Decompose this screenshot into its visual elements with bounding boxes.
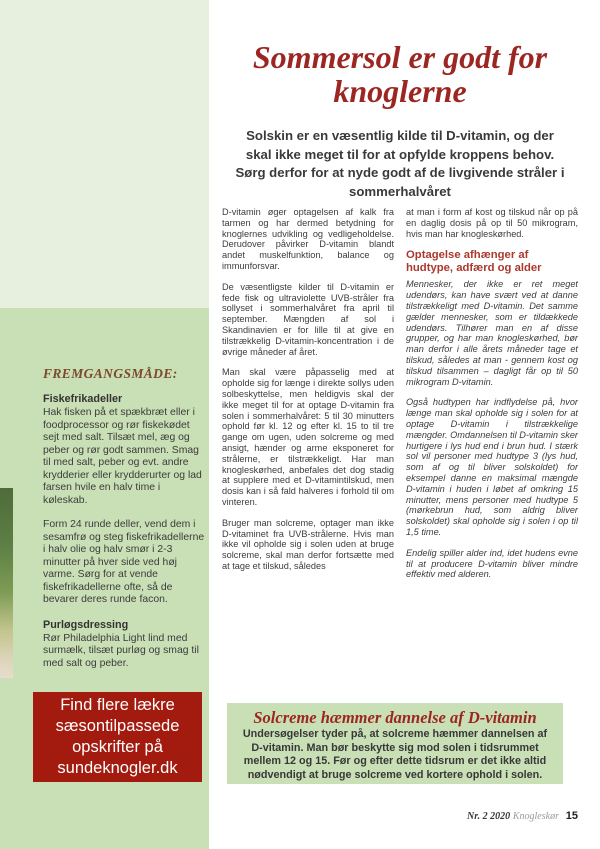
section-subheading: Optagelse afhænger af hudtype, adfærd og alder <box>406 249 542 275</box>
body-paragraph: at man i form af kost og tilskud når op på en daglig dosis på op til 50 mikrogram, hvis man har knogleskørhed. <box>406 207 578 239</box>
body-paragraph: Også hudtypen har indflydelse på, hvor længe man skal opholde sig i solen for at optage D-vitamin i tilstrækkelige mængder. Omdannelsen til D-vitamin sker hurtigere i lys hud end i brun hud. I stærk sol vil personer med hudtype 3 (lys hud, som af og til bliver solskoldet) for eksempel danne en maksimal mængde D-vitamin i huden i løbet af omkring 15 minutter, mens personer med hudtype 5 (mørkebrun hud, som aldrig bliver solskoldet) skal opholde sig i solen i op til 1,5 time. <box>406 397 578 537</box>
magazine-name: Knogleskør <box>512 811 559 822</box>
body-column-left <box>222 207 394 590</box>
page-footer <box>467 810 578 822</box>
food-photo-edge <box>0 488 13 678</box>
sidebar-top-panel <box>0 0 209 308</box>
body-paragraph: Man skal være påpasselig med at opholde sig for længe i direkte sollys uden solbeskyttelse, men heldigvis skal der ikke meget til for at optage D-vitamin fra solen i sommerhalvåret: 5 til 30 minutters ophold før kl. 12 og efter kl. 15 to til tre gange om ugen, uden solcreme og med ansigt, hænder og arme eksponeret for strålerne, er tilstrækkeligt. Har man knogleskørhed, anbefales det dog stadig at supplere med et D-vitamintilskud, men dosis kan i så fald halveres i forhold til om vinteren. <box>222 367 394 507</box>
recipe-section <box>43 393 206 682</box>
recipe-step: Form 24 runde deller, vend dem i sesamfrø og steg fiskefrikadellerne i halv olie og halv smør i 2-3 minutter på hver side ved høj varme. Sørg for at vende fiskefrikadellerne ofte, så de bevarer deres runde facon. <box>43 519 205 605</box>
promo-text: Find flere lækre sæsontilpassede opskrifter på sundeknogler.dk <box>55 696 180 777</box>
article-intro: Solskin er en væsentlig kilde til D-vitamin, og der skal ikke meget til for at opfylde kroppens behov. Sørg derfor for at nyde godt af de livgivende stråler i sommerhalvåret <box>235 128 565 199</box>
sidebar-heading: FREMGANGSMÅDE: <box>43 366 178 381</box>
callout-box <box>227 703 563 784</box>
callout-body: Undersøgelser tyder på, at solcreme hæmmer dannelsen af D-vitamin. Man bør beskytte sig mod solen i tidsrummet mellem 12 og 15. Før og efter dette tidsrum er det ikke altid nødvendigt at bruge solcreme ved kortere ophold i solen. <box>242 728 548 781</box>
article-title: Sommersol er godt for knoglerne <box>252 39 548 109</box>
recipe-step: Rør Philadelphia Light lind med surmælk, tilsæt purløg og smag til med salt og peber. <box>43 632 199 669</box>
issue-label: Nr. 2 2020 <box>467 811 511 822</box>
body-column-right <box>406 207 578 590</box>
body-paragraph: D-vitamin øger optagelsen af kalk fra tarmen og har dermed betydning for knoglernes udvikling og vedligeholdelse. Derudover påvirker D-vitamin blandt andet muskelfunktion, balance og immunforsvar. <box>222 207 394 271</box>
body-paragraph: Bruger man solcreme, optager man ikke D-vitaminet fra UVB-strålerne. Hvis man ikke vil opholde sig i solen uden at bruge solcreme, skal man derfor fortsætte med at tage et tilskud, således <box>222 517 394 571</box>
body-paragraph: De væsentligste kilder til D-vitamin er fede fisk og ultraviolette UVB-stråler fra sollyset i sommerhalvåret fra april til september. Mængden af sol i Skandinavien er for lille til at give en tilstrækkelig D-vitamin-koncentration i de øvrige måneder af året. <box>222 281 394 357</box>
article-body <box>222 207 578 590</box>
recipe-title-purlogsdressing: Purløgsdressing <box>43 618 129 631</box>
body-paragraph: Mennesker, der ikke er ret meget udendørs, kan have svært ved at danne tilstrækkeligt med D-vitamin. Det samme gælder mennesker, som er tildækkede udendørs. Tilhører man en af disse grupper, og har man knogleskørhed, bør man derfor i alle årets måneder tage et tilskud, således at man - gennem kost og tilskud tilsammen – dagligt får op til 50 mikrogram D-vitamin. <box>406 279 578 387</box>
page-number: 15 <box>565 810 578 822</box>
body-paragraph: Endelig spiller alder ind, idet hudens evne til at producere D-vitamin bliver mindre effektiv med alderen. <box>406 547 578 580</box>
recipe-step: Hak fisken på et spækbræt eller i foodprocessor og rør fiskekødet sejt med salt. Tilsæt mel, æg og peber og rør godt sammen. Smag til med salt, peber og evt. andre krydderier eller krydderurter og lad farsen hvile en halv time i køleskab. <box>43 407 202 506</box>
recipe-title-fiskefrikadeller: Fiskefrikadeller <box>43 393 123 405</box>
promo-banner[interactable] <box>33 692 202 782</box>
callout-title: Solcreme hæmmer dannelse af D-vitamin <box>253 708 537 727</box>
